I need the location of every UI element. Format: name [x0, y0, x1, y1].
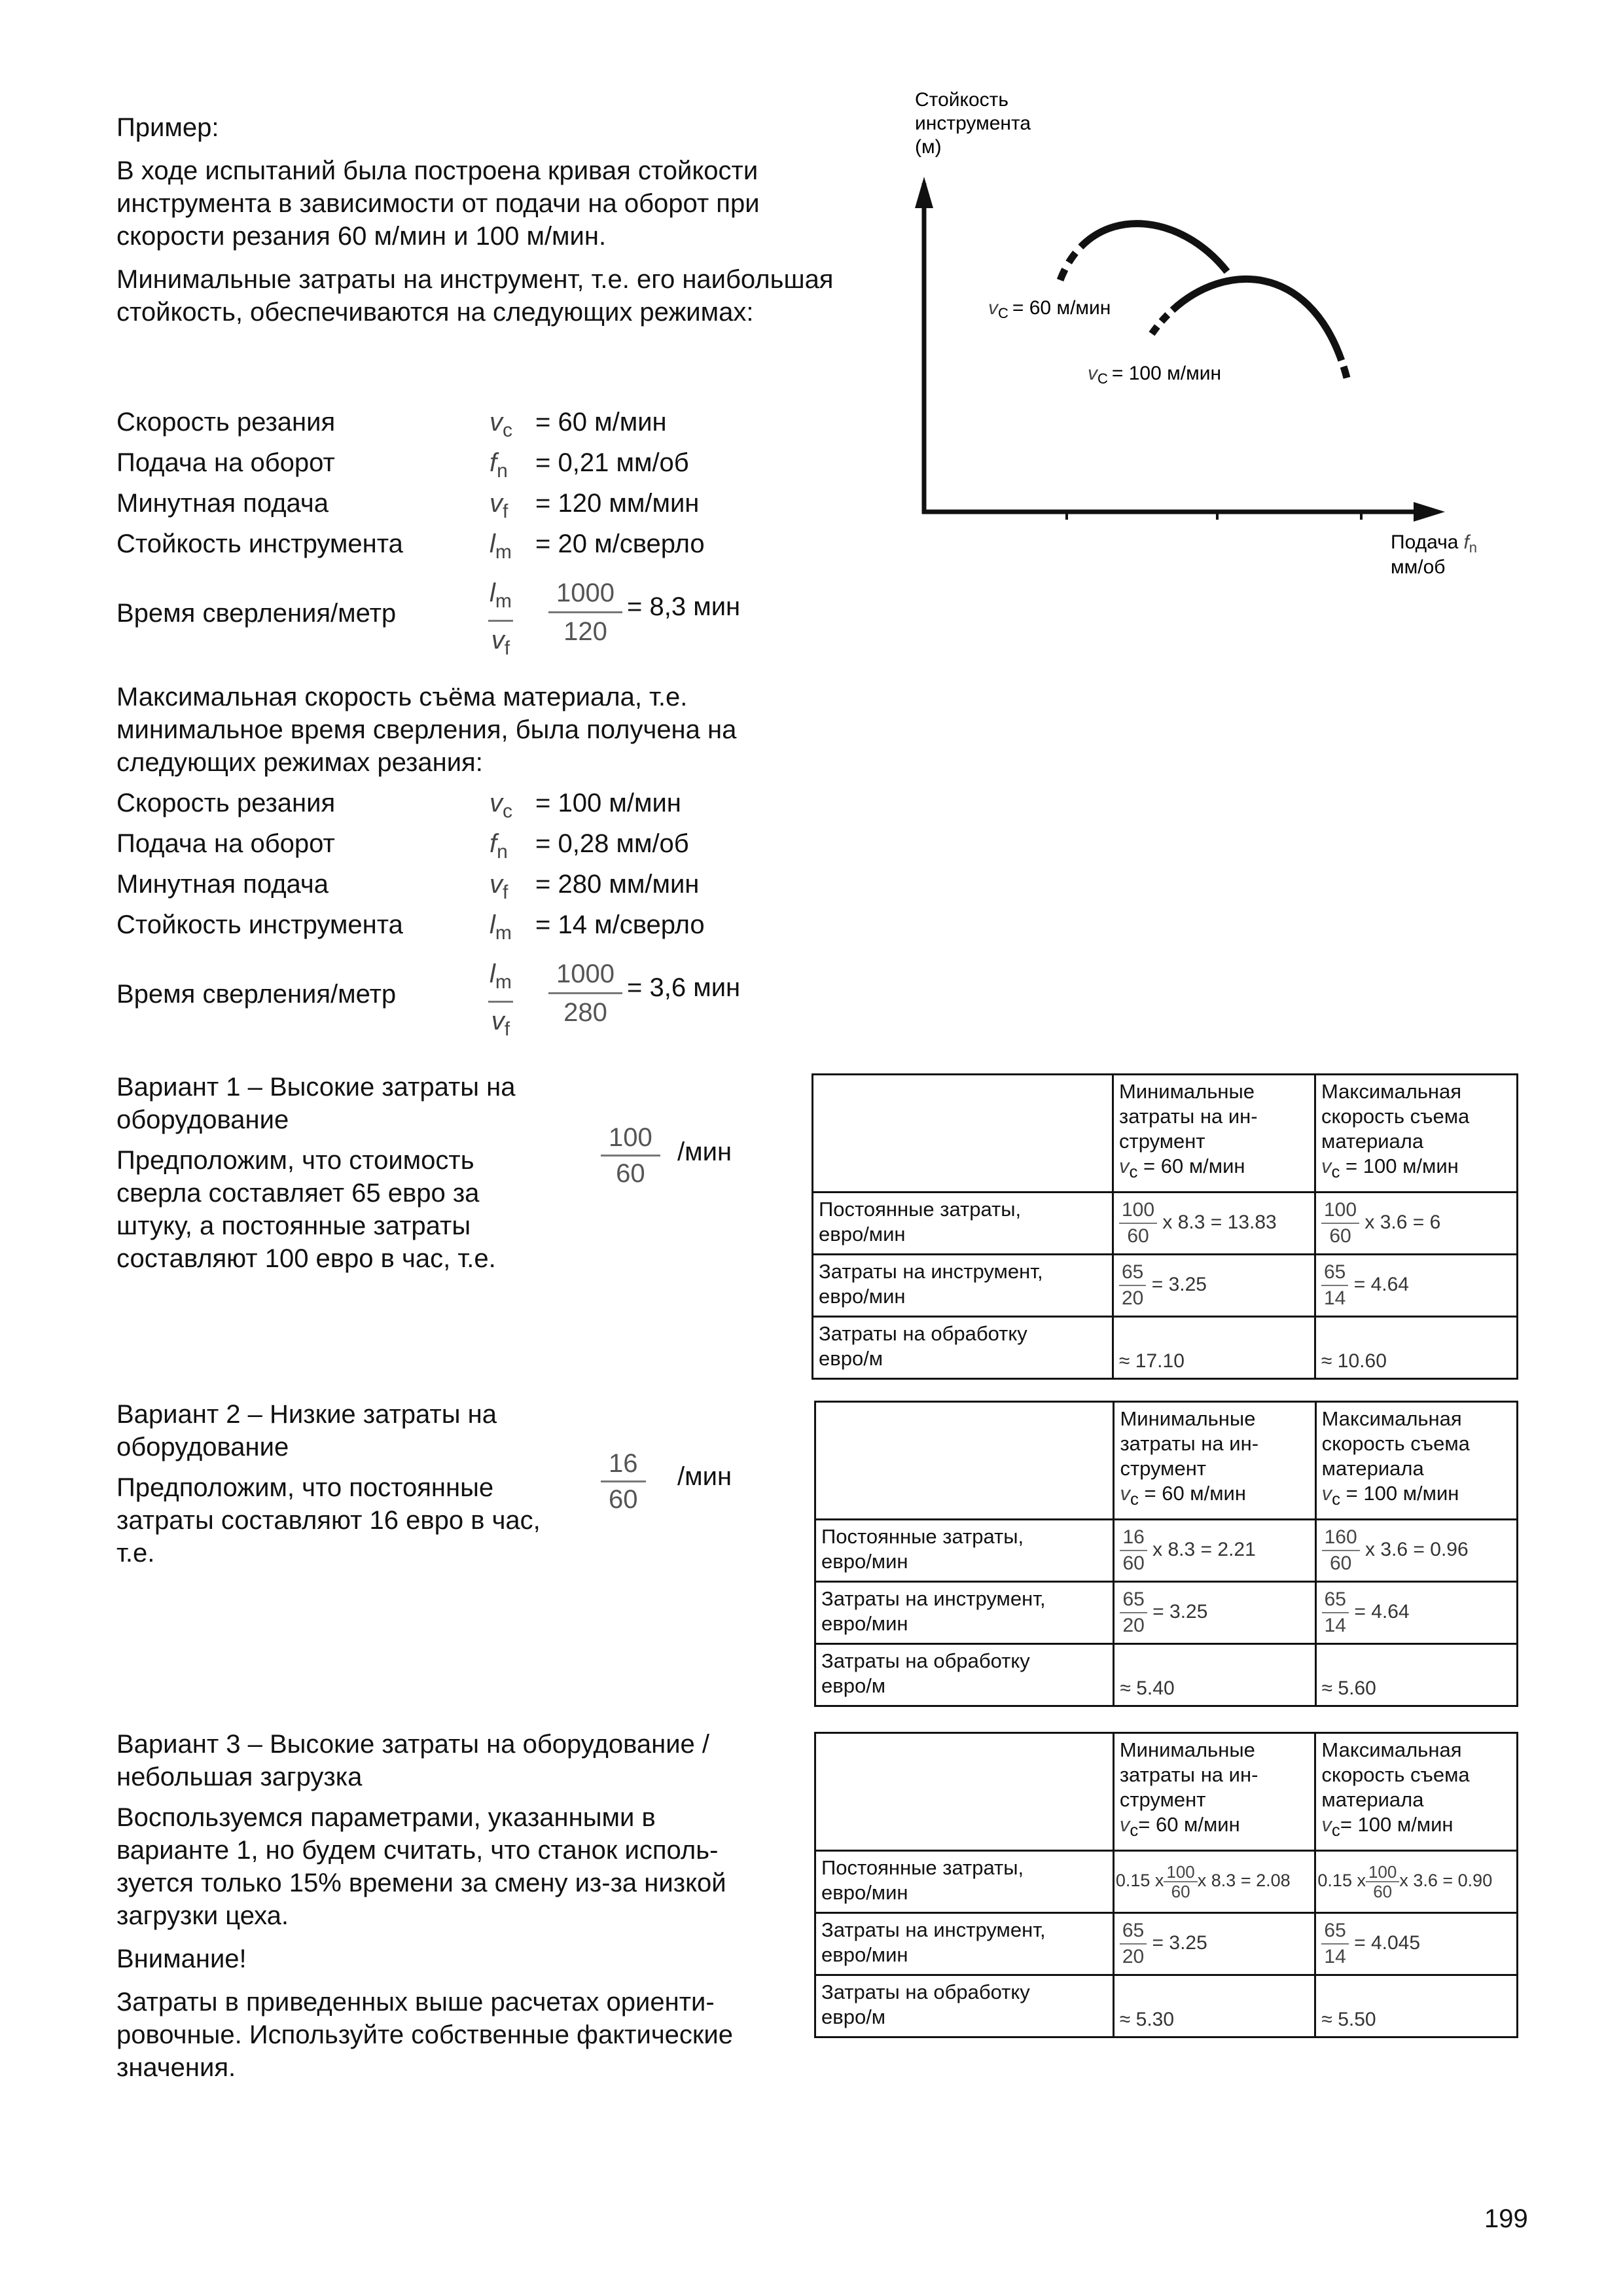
param-symbol: $f_n$ — [490, 448, 508, 482]
y-axis-label-1: Стойкость — [915, 89, 1009, 111]
variant-2-text — [116, 1398, 588, 1570]
variant-title: Вариант 2 – Низкие затраты на оборудование — [116, 1400, 497, 1462]
param-value: = 120 мм/мин — [535, 489, 700, 518]
row-label-fixed: Постоянные затраты, евро/мин — [815, 1520, 1114, 1582]
variant-3-table — [814, 1732, 1518, 2038]
row-label-machining: Затраты на обработку евро/м — [815, 1975, 1114, 2037]
param-symbol: $v_f$ — [490, 489, 508, 522]
variant-2-fraction: 16 60 — [601, 1446, 646, 1516]
x-axis-label-2: мм/об — [1391, 556, 1446, 578]
y-axis-arrow — [915, 177, 933, 208]
curve-label-100: $v_C = 100$ м/мин — [1088, 363, 1222, 387]
time-result: = 3,6 мин — [627, 973, 741, 1002]
attention-label: Внимание! — [116, 1945, 247, 1973]
cell-tool-max: $\frac{65}{14} = 4.64$ — [1315, 1255, 1518, 1317]
param-value: = 100 м/мин — [535, 789, 681, 817]
closing-note: Затраты в приведенных выше расчетах ориенти- ровочные. Используйте собственные фактические значения. — [116, 1988, 733, 2082]
header-max-removal: Максимальная скорость съема материала $v_c= 100$ м/мин — [1315, 1733, 1518, 1851]
cell-tool-min: $\frac{65}{20} = 3.25$ — [1113, 1255, 1315, 1317]
row-label-tool: Затраты на инструмент, евро/мин — [815, 1913, 1114, 1975]
y-axis-label-2: инструмента — [915, 113, 1031, 134]
intro-paragraph-2: Минимальные затраты на инструмент, т.е. его наибольшая стойкость, обеспечиваются на следующих режимах: — [116, 265, 834, 327]
header-max-removal: Максимальная скорость съема материала $v_c = 100$ м/мин — [1315, 1075, 1518, 1193]
cell-tool-max: $\frac{65}{14} = 4.64$ — [1315, 1582, 1517, 1644]
param-symbol: $f_n$ — [490, 829, 508, 863]
header-min-tool-cost: Минимальные затраты на ин- струмент $v_c= 60$ м/мин — [1113, 1733, 1315, 1851]
intro-paragraph-1: В ходе испытаний была построена кривая стойкости инструмента в зависимости от подачи на оборот при скорости резания 60 м/мин и 100 м/мин. — [116, 156, 760, 251]
param-label: Скорость резания — [116, 408, 336, 437]
param-value: = 60 м/мин — [535, 408, 667, 437]
header-max-removal: Максимальная скорость съема материала $v_c = 100$ м/мин — [1315, 1402, 1517, 1520]
row-label-fixed: Постоянные затраты, евро/мин — [815, 1851, 1114, 1913]
row-label-tool: Затраты на инструмент, евро/мин — [815, 1582, 1114, 1644]
row-label-fixed: Постоянные затраты, евро/мин — [813, 1193, 1113, 1255]
cell-fixed-max: $\frac{100}{60}$ x 3.6 = 6 — [1315, 1193, 1518, 1255]
variant-description: Воспользуемся параметрами, указанными в варианте 1, но будем считать, что станок исполь- зуется только 15% времени за смену из-за низкой загрузки цеха. — [116, 1803, 726, 1930]
cell-tool-min: $\frac{65}{20} = 3.25$ — [1113, 1913, 1315, 1975]
time-label: Время сверления/метр — [116, 599, 397, 628]
param-label: Подача на оборот — [116, 448, 335, 477]
row-label-tool: Затраты на инструмент, евро/мин — [813, 1255, 1113, 1317]
row-label-machining: Затраты на обработку евро/м — [813, 1317, 1113, 1379]
param-label: Подача на оборот — [116, 829, 335, 858]
param-label: Стойкость инструмента — [116, 910, 403, 939]
param-label: Стойкость инструмента — [116, 529, 403, 558]
variant-description: Предположим, что стоимость сверла составляет 65 евро за штуку, а постоянные затраты составляют 100 евро в час, т.е. — [116, 1146, 496, 1273]
param-label: Минутная подача — [116, 870, 329, 899]
curve-vc-60 — [1060, 224, 1227, 280]
param-symbol: $v_f$ — [490, 870, 508, 903]
time-label: Время сверления/метр — [116, 980, 397, 1009]
x-axis-label-1: Подача $f_n$ — [1391, 531, 1478, 556]
cell-fixed-min: $\frac{16}{60}$ x 8.3 = 2.21 — [1114, 1520, 1315, 1582]
param-value: = 0,28 мм/об — [535, 829, 689, 858]
time-fraction: $\frac{1000}{280}$ — [548, 956, 622, 1031]
cell-machining-min: ≈ 17.10 — [1113, 1317, 1315, 1379]
variant-3-text — [116, 1728, 791, 2084]
table-corner — [813, 1075, 1113, 1193]
time-formula-symbols: $l_m$ $v_f$ — [488, 575, 513, 667]
variant-1-text — [116, 1071, 575, 1275]
variant-2-unit: /мин — [677, 1462, 732, 1491]
param-symbol: $v_c$ — [490, 408, 512, 441]
cell-fixed-max: $\frac{160}{60}$ x 3.6 = 0.96 — [1315, 1520, 1517, 1582]
cell-machining-min: ≈ 5.30 — [1113, 1975, 1315, 2037]
variant-1-fraction: 100 60 — [601, 1121, 660, 1191]
param-symbol: $l_m$ — [490, 910, 512, 944]
param-symbol: $v_c$ — [490, 789, 512, 822]
cell-machining-max: ≈ 10.60 — [1315, 1317, 1518, 1379]
param-symbol: $l_m$ — [490, 529, 512, 563]
variant-description: Предположим, что постоянные затраты составляют 16 евро в час, т.е. — [116, 1473, 541, 1568]
param-value: = 20 м/сверло — [535, 529, 705, 558]
row-label-machining: Затраты на обработку евро/м — [815, 1644, 1114, 1706]
param-label: Скорость резания — [116, 789, 336, 817]
cell-machining-max: ≈ 5.50 — [1315, 1975, 1518, 2037]
y-axis-label-3: (м) — [915, 136, 942, 158]
curve-label-60: $v_C = 60$ м/мин — [988, 297, 1111, 321]
cell-machining-max: ≈ 5.60 — [1315, 1644, 1517, 1706]
header-min-tool-cost: Минимальные затраты на ин- струмент $v_c = 60$ м/мин — [1113, 1075, 1315, 1193]
time-result: = 8,3 мин — [627, 592, 741, 621]
example-heading: Пример: — [116, 113, 219, 142]
cell-tool-max: $\frac{65}{14} = 4.045$ — [1315, 1913, 1518, 1975]
cell-tool-min: $\frac{65}{20} = 3.25$ — [1114, 1582, 1315, 1644]
cell-fixed-max: 0.15 x $\frac{100}{60}x$ 3.6 = 0.90 — [1315, 1851, 1518, 1913]
param-value: = 14 м/сверло — [535, 910, 705, 939]
page-number: 199 — [1484, 2204, 1528, 2233]
variant-title: Вариант 3 – Высокие затраты на оборудование / небольшая загрузка — [116, 1730, 710, 1791]
table-corner — [815, 1402, 1114, 1520]
variant-2-table — [814, 1401, 1518, 1707]
param-value: = 280 мм/мин — [535, 870, 700, 899]
variant-1-table — [812, 1073, 1518, 1380]
middle-paragraph: Максимальная скорость съёма материала, т.е. минимальное время сверления, была получена на следующих режимах резания: — [116, 683, 737, 777]
variant-1-unit: /мин — [677, 1138, 732, 1166]
time-fraction: $\frac{1000}{120}$ — [548, 575, 622, 650]
x-axis-arrow — [1414, 502, 1445, 522]
cell-fixed-min: $\frac{100}{60}$ x 8.3 = 13.83 — [1113, 1193, 1315, 1255]
table-corner — [815, 1733, 1114, 1851]
time-formula-symbols: $l_m$ $v_f$ — [488, 956, 513, 1048]
intro-section — [116, 111, 869, 339]
param-value: = 0,21 мм/об — [535, 448, 689, 477]
cell-fixed-min: 0.15 x $\frac{100}{60}x$ 8.3 = 2.08 — [1113, 1851, 1315, 1913]
tool-life-graph — [903, 85, 1531, 596]
header-min-tool-cost: Минимальные затраты на ин- струмент $v_c = 60$ м/мин — [1114, 1402, 1315, 1520]
param-label: Минутная подача — [116, 489, 329, 518]
cell-machining-min: ≈ 5.40 — [1114, 1644, 1315, 1706]
variant-title: Вариант 1 – Высокие затраты на оборудование — [116, 1073, 516, 1134]
